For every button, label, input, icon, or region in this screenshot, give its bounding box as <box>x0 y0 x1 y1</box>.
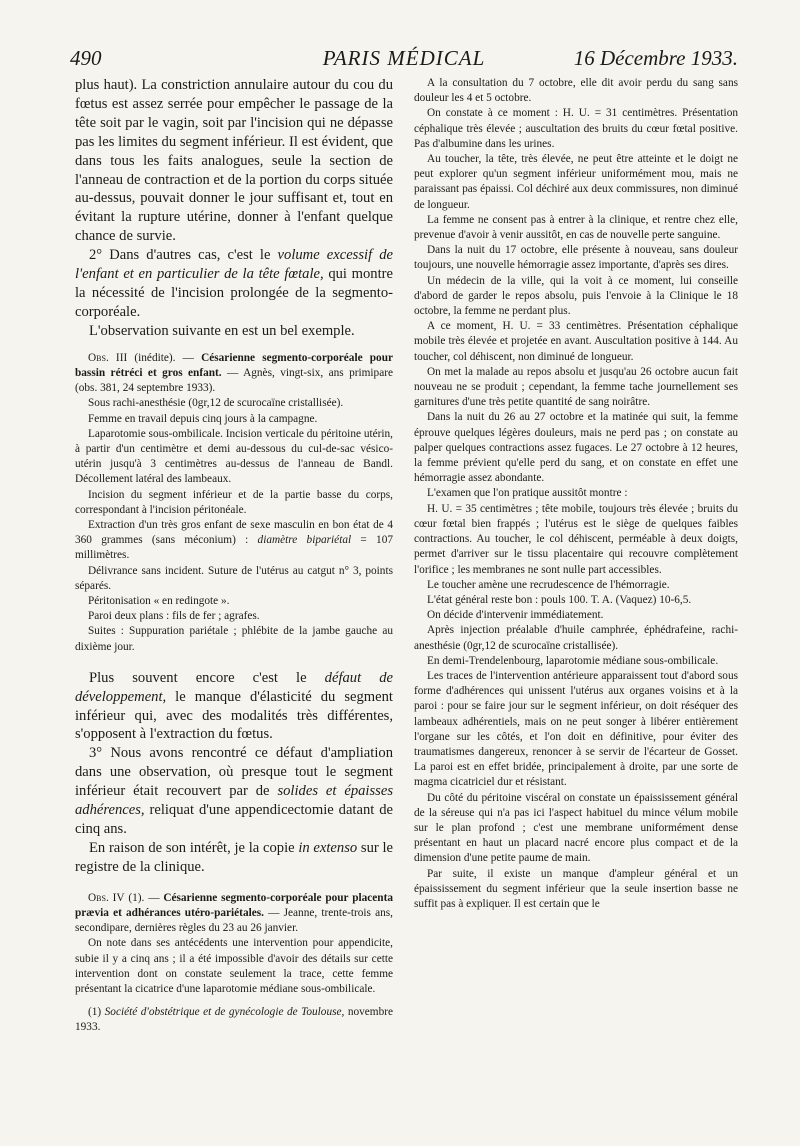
footnote: (1) Société d'obstétrique et de gynécologie de Toulouse, novembre 1933. <box>75 1006 393 1034</box>
observation-line: On constate à ce moment : H. U. = 31 centimètres. Présentation céphalique très élevée ; auscultation des bruits du cœur fœtal positive. Pas d'albumine dans les urines. <box>414 107 738 150</box>
observation-line: Sous rachi-anesthésie (0gr,12 de scurocaïne cristallisée). <box>88 397 344 410</box>
observation-line: Dans la nuit du 26 au 27 octobre et la matinée qui suit, la femme éprouve quelques légères douleurs, mais ne perd pas ; on constate au palper quelques contractions assez fugaces. Le 27 octobre à 12 heures, la femme prévient qu'elle perd du sang, et on constate en effet une hémorragie assez abondante. <box>414 411 738 485</box>
observation-line: Incision du segment inférieur et de la partie basse du corps, correspondant à l'incision péritonéale. <box>75 488 393 516</box>
paragraph: 2° Dans d'autres cas, c'est le volume excessif de l'enfant et en particulier de la tête fœtale, qui montre la nécessité de l'incision prolongée de la segmento-corporéale. <box>75 247 394 320</box>
paragraph: Plus souvent encore c'est le défaut de développement, le manque d'élasticité du segment inférieur qui, avec des modalités très différentes, s'opposent à l'extraction du fœtus. <box>75 669 393 743</box>
observation-line: H. U. = 35 centimètres ; tête mobile, toujours très élevée ; bruits du cœur fœtal bien frappés ; l'utérus est le siège de quelques faibles contractions. Au toucher, le col déhiscent, perméable à deux doigts, permet d'arriver sur le tissu placentaire qui recouvre complètement l'orifice ; les membranes ne sont nulle part accessibles. <box>414 502 738 576</box>
journal-title: PARIS MÉDICAL <box>322 46 486 70</box>
observation-line: Laparotomie sous-ombilicale. Incision verticale du péritoine utérin, à partir d'un centimètre et demi au-dessous du cul-de-sac vésico-utérin jusqu'à 3 centimètres au-dessus de l'anneau de Bandl. Décollement latéral des lambeaux. <box>75 427 393 486</box>
observation-line: On met la malade au repos absolu et jusqu'au 26 octobre aucun fait nouveau ne se produit ; cependant, la femme tache journellement ses garnitures d'une très petite quantité de sang noirâtre. <box>414 365 738 409</box>
observation-line: La femme ne consent pas à entrer à la clinique, et rentre chez elle, prevenue d'avoir à venir aussitôt, en cas de nouvelle perte sanguine. <box>414 213 738 242</box>
observation-line: Femme en travail depuis cinq jours à la campagne. <box>88 412 318 425</box>
observation-line: L'examen que l'on pratique aussitôt montre : <box>427 487 628 500</box>
observation-line: Du côté du péritoine viscéral on constate un épaississement général de la séreuse qui n'a pas ici l'aspect habituel du mince vélum mobile sur le plan profond ; c'est une membrane uniformément dense présentant en haut un placard nacré encore plus compact et de la dimension d'une petite paume de main. <box>414 791 738 865</box>
observation-line: Les traces de l'intervention antérieure apparaissent tout d'abord sous forme d'adhérences qui unissent l'utérus aux organes voisins et à la paroi : pour se faire jour sur le segment inférieur, on doit réséquer des lambeaux adhérentiels, mais on ne peut songer à libérer entièrement l'organe sur les côtés, et l'on doit en définitive, pour éviter des traumatismes dangereux, renoncer à se servir de l'écarteur de Gosset. La paroi est en effet bridée, principalement à droite, par une sorte de magma cicatriciel dur et résistant. <box>414 669 738 789</box>
paragraph: L'observation suivante en est un bel exemple. <box>89 322 355 339</box>
page-header <box>70 44 738 74</box>
observation-line: Paroi deux plans : fils de fer ; agrafes. <box>88 610 260 623</box>
paragraph: plus haut). La constriction annulaire autour du cou du fœtus est assez serrée pour empêcher le passage de la tête soit par le vagin, soit par l'incision qui ne dépasse pas les limites du segment inférieur. Il est évident, que dans tous les faits analogues, seule la section de l'anneau de contraction et de la portion du corps située au-dessus, pouvait donner le jour suffisant et, tout en évitant la rupture utérine, donner à l'enfant quelque chance de survie. <box>75 77 393 245</box>
observation-line: Péritonisation « en redingote ». <box>88 594 230 607</box>
observation-line: Extraction d'un très gros enfant de sexe masculin en bon état de 4 360 grammes (sans méconium) : diamètre bipariétal = 107 millimètres. <box>75 518 393 562</box>
observation-line: Au toucher, la tête, très élevée, ne peut être atteinte et le doigt ne peut explorer qu'un segment inférieur uniformément mou, mais ne paraissant pas épaissi. Col déchiré aux deux commissures, non diminué de longueur. <box>414 153 738 211</box>
page-number: 490 <box>70 46 102 70</box>
observation-line: Après injection préalable d'huile camphrée, éphédrafeine, rachi-anesthésie (0gr,12 de scurocaïne cristallisée). <box>414 624 738 652</box>
paragraph: En raison de son intérêt, je la copie in extenso sur le registre de la clinique. <box>75 839 393 875</box>
paragraph: 3° Nous avons rencontré ce défaut d'ampliation dans une observation, où presque tout le segment inférieur était recouvert par de solides et épaisses adhérences, reliquat d'une appendicectomie datant de cinq ans. <box>75 745 393 837</box>
left-column <box>75 76 393 1036</box>
right-column <box>414 76 738 912</box>
observation-heading: Obs. III (inédite). — Césarienne segmento-corporéale pour bassin rétréci et gros enfant. — Agnès, vingt-six, ans primipare (obs. 381, 24 septembre 1933). <box>75 351 393 395</box>
observation-line: Suites : Suppuration pariétale ; phlébite de la jambe gauche au dixième jour. <box>75 625 393 653</box>
observation-line: On décide d'intervenir immédiatement. <box>427 609 604 622</box>
observation-line: Le toucher amène une recrudescence de l'hémorragie. <box>427 578 670 591</box>
issue-date: 16 Décembre 1933. <box>573 46 738 70</box>
observation-line: Un médecin de la ville, qui la voit à ce moment, lui conseille d'abord de garder le repos absolu, puis l'envoie à la Clinique le 18 octobre, la femme ne perdant plus. <box>414 274 738 318</box>
observation-line: On note dans ses antécédents une intervention pour appendicite, subie il y a cinq ans ; il a été impossible d'avoir des détails sur cette intervention dont on constate seulement la trace, cette femme présentant la cicatrice d'une laparotomie médiane sous-ombilicale. <box>75 937 393 995</box>
observation-line: Délivrance sans incident. Suture de l'utérus au catgut n° 3, points séparés. <box>75 564 393 592</box>
observation-line: L'état général reste bon : pouls 100. T. A. (Vaquez) 10-6,5. <box>427 593 692 606</box>
observation-line: Par suite, il existe un manque d'ampleur général et un épaississement du segment inférieur que la seule insertion basse ne suffit pas à expliquer. Il est certain que le <box>414 867 738 910</box>
observation-heading: Obs. IV (1). — Césarienne segmento-corporéale pour placenta prævia et adhérances utéro-pariétales. — Jeanne, trente-trois ans, secondipare, dernières règles du 23 au 26 janvier. <box>75 891 393 935</box>
observation-line: Dans la nuit du 17 octobre, elle présente à nouveau, sans douleur toujours, une nouvelle hémorragie assez importante, d'après ses dires. <box>414 244 738 272</box>
observation-line: En demi-Trendelenbourg, laparotomie médiane sous-ombilicale. <box>427 654 719 667</box>
observation-line: A la consultation du 7 octobre, elle dit avoir perdu du sang sans douleur les 4 et 5 octobre. <box>414 77 738 105</box>
observation-line: A ce moment, H. U. = 33 centimètres. Présentation céphalique mobile très élevée et projetée en avant. Auscultation positive à 144. Au toucher, col déhiscent, non diminué de longueur. <box>414 320 738 363</box>
